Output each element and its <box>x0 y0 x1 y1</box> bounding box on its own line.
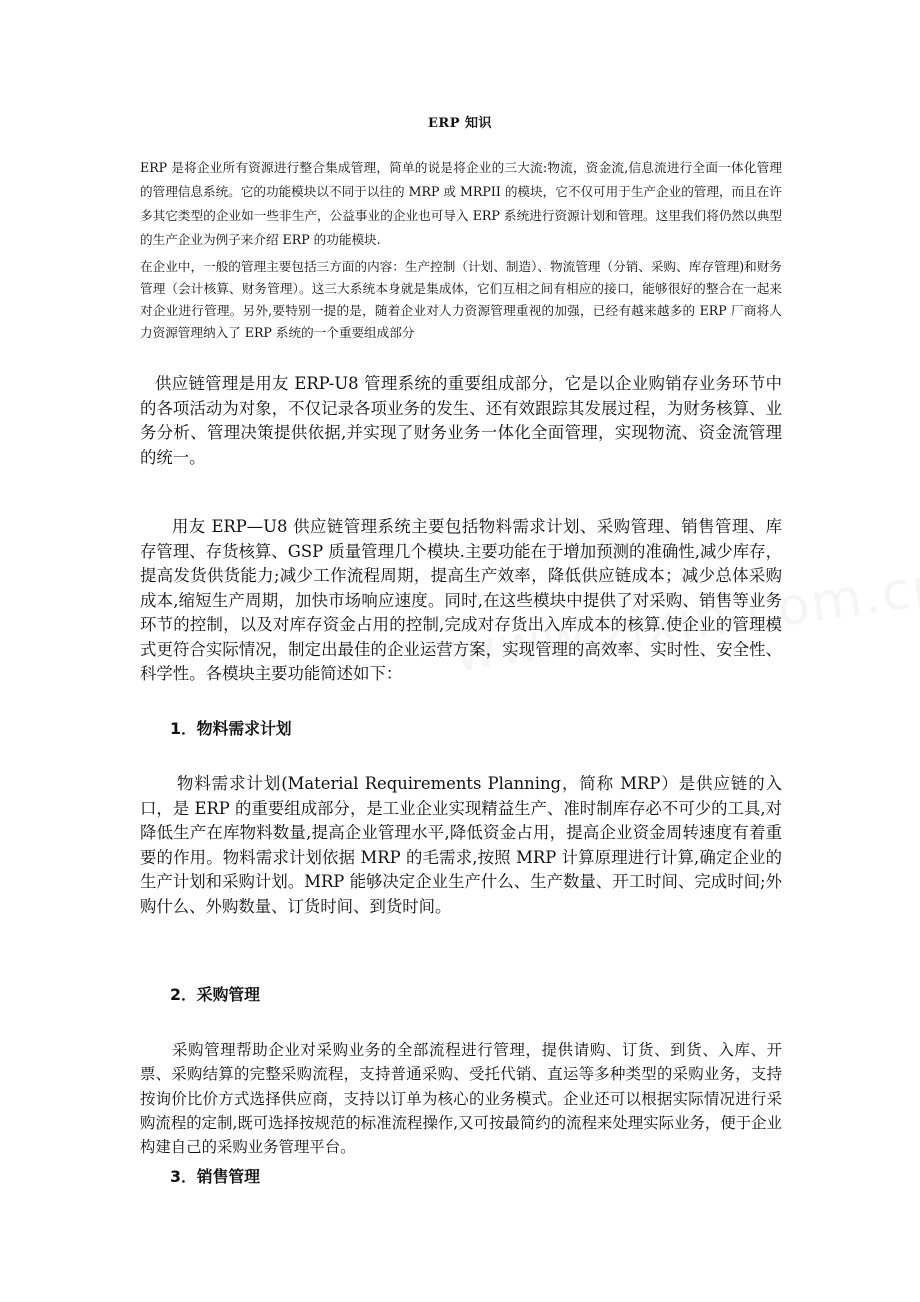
section-body-mrp: 物料需求计划(Material Requirements Planning，简称 MRP）是供应链的入口，是 ERP 的重要组成部分，是工业企业实现精益生产、准时制库存必不可少的工具,对降低生产在库物料数量,提高企业管理水平,降低资金占用，提高企业资金周转速度有着重要的作用。物料需求计划依据 MRP 的毛需求,按照 MRP 计算原理进行计算,确定企业的生产计划和采购计划。MRP 能够决定企业生产什么、生产数量、开工时间、完成时间;外购什么、外购数量、订货时间、到货时间。 <box>140 774 782 916</box>
scm-intro-paragraph: 供应链管理是用友 ERP-U8 管理系统的重要组成部分，它是以企业购销存业务环节中的各项活动为对象，不仅记录各项业务的发生、还有效跟踪其发展过程，为财务核算、业务分析、管理决策提供依据,并实现了财务业务一体化全面管理，实现物流、资金流管理的统一。 <box>140 374 782 467</box>
intro-paragraph-management: 在企业中，一般的管理主要包括三方面的内容：生产控制（计划、制造）、物流管理（分销、采购、库存管理)和财务管理（会计核算、财务管理）。这三大系统本身就是集成体，它们互相之间有相应的接口，能够很好的整合在一起来对企业进行管理。另外,要特别一提的是，随着企业对人力资源管理重视的加强，已经有越来越多的 ERP 厂商将人力资源管理纳入了 ERP 系统的一个重要组成部分 <box>140 259 782 340</box>
section-heading-sales: 3．销售管理 <box>170 1167 260 1186</box>
section-heading-mrp: 1．物料需求计划 <box>170 719 292 738</box>
scm-modules-paragraph: 用友 ERP—U8 供应链管理系统主要包括物料需求计划、采购管理、销售管理、库存管理、存货核算、GSP 质量管理几个模块.主要功能在于增加预测的准确性,减少库存，提高发货供货能力;减少工作流程周期，提高生产效率，降低供应链成本；减少总体采购成本,缩短生产周期，加快市场响应速度。同时,在这些模块中提供了对采购、销售等业务环节的控制，以及对库存资金占用的控制,完成对存货出入库成本的核算.使企业的管理模式更符合实际情况，制定出最佳的企业运营方案，实现管理的高效率、实时性、安全性、科学性。各模块主要功能简述如下： <box>140 517 782 683</box>
section-body-purchasing: 采购管理帮助企业对采购业务的全部流程进行管理，提供请购、订货、到货、入库、开票、采购结算的完整采购流程，支持普通采购、受托代销、直运等多种类型的采购业务，支持按询价比价方式选择供应商，支持以订单为核心的业务模式。企业还可以根据实际情况进行采购流程的定制,既可选择按规范的标准流程操作,又可按最简约的流程来处理实际业务，便于企业构建自己的采购业务管理平台。 <box>140 1041 782 1157</box>
intro-paragraph-erp: ERP 是将企业所有资源进行整合集成管理，简单的说是将企业的三大流:物流，资金流,信息流进行全面一体化管理的管理信息系统。它的功能模块以不同于以往的 MRP 或 MRPII 的模块，它不仅可用于生产企业的管理，而且在许多其它类型的企业如一些非生产，公益事业的企业也可导入 ERP 系统进行资源计划和管理。这里我们将仍然以典型的生产企业为例子来介绍 ERP 的功能模块. <box>140 160 782 247</box>
document-title: ERP 知识 <box>427 116 492 131</box>
section-heading-purchasing: 2．采购管理 <box>170 985 260 1004</box>
